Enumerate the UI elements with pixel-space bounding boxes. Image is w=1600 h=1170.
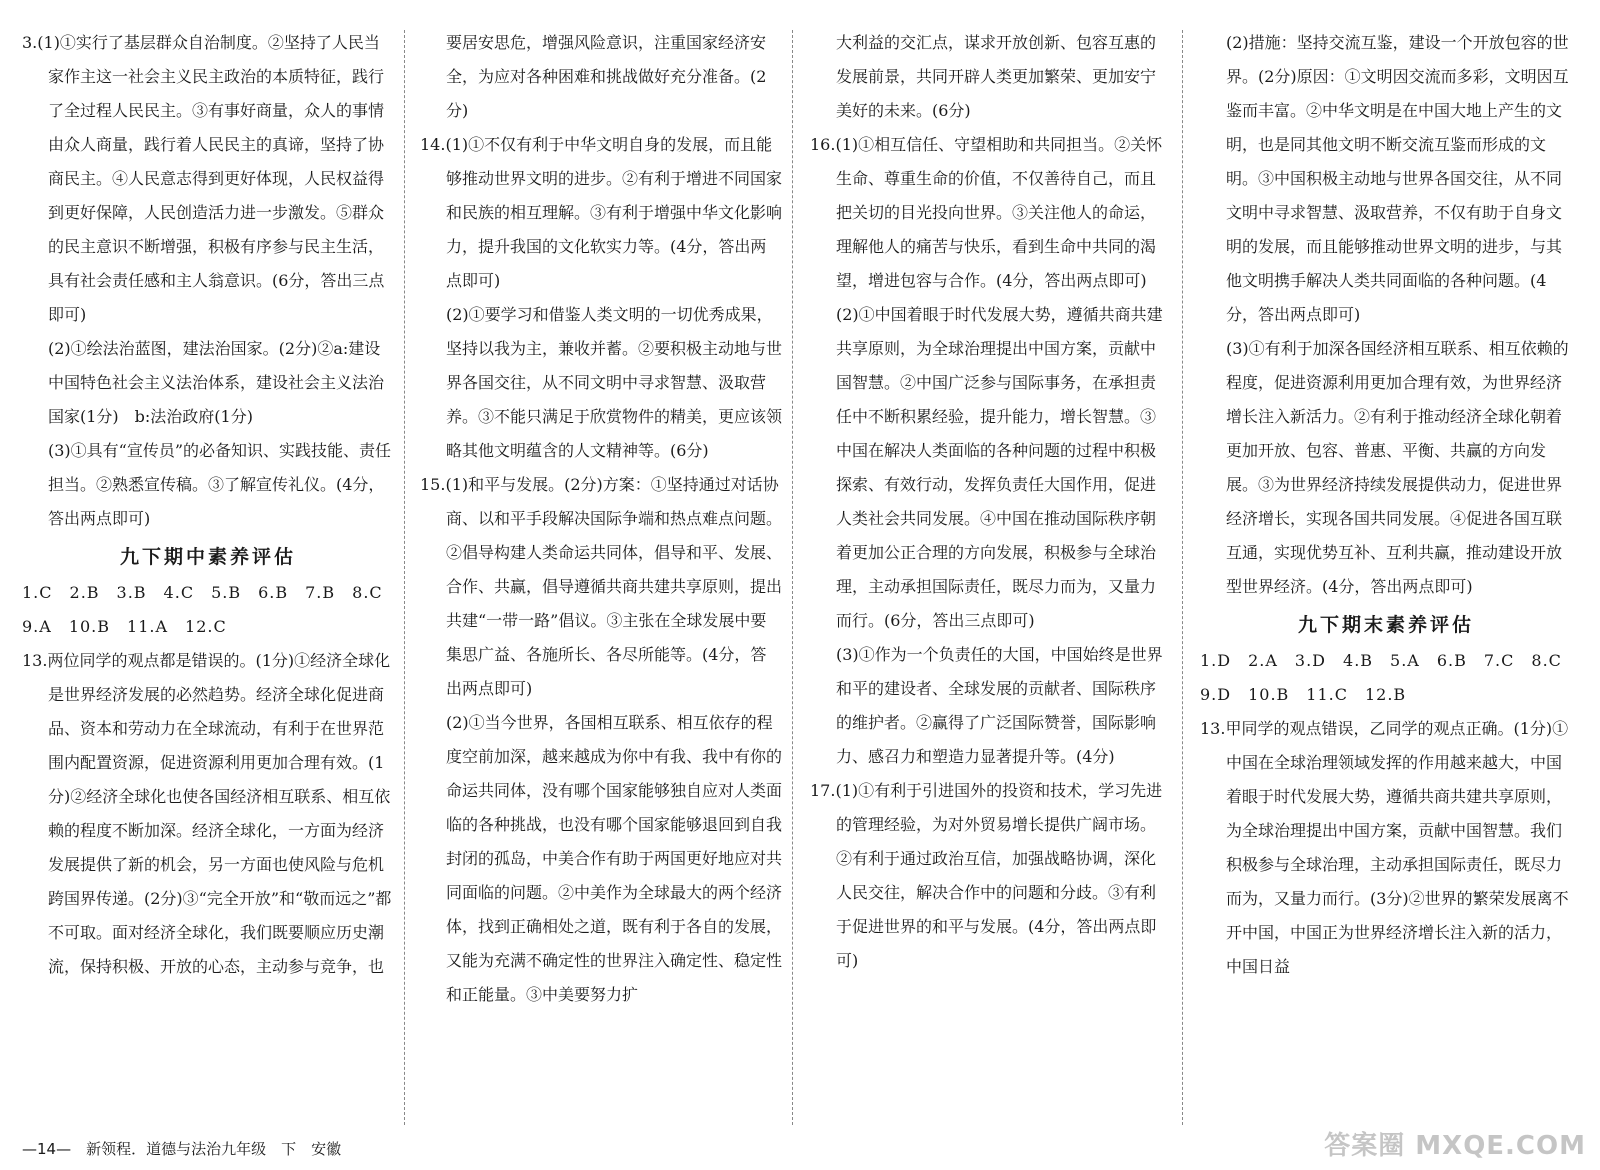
choice-answers-row1: 1.C 2.B 3.B 4.C 5.B 6.B 7.B 8.C — [22, 583, 383, 602]
column-divider — [1182, 30, 1183, 1125]
answer-q13: 13.两位同学的观点都是错误的。(1分)①经济全球化是世界经济发展的必然趋势。经济全球化促进商品、资本和劳动力在全球流动，有利于在世界范围内配置资源，促进资源利用更加合理有效。(1分)②经济全球化也使各国经济相互联系、相互依赖的程度不断加深。经济全球化，一方面为经济发展提供了新的机会，另一方面也使风险与危机跨国界传递。(2分)③“完全开放”和“敬而远之”都不可取。面对经济全球化，我们既要顺应历史潮流，保持积极、开放的心态，主动参与竞争，也 — [22, 651, 392, 976]
column-3 — [810, 26, 1170, 1126]
answer-q17-part1: 17.(1)①有利于引进国外的投资和技术，学习先进的管理经验，为对外贸易增长提供广阔市场。②有利于通过政治互信，加强战略协调，深化人民交往，解决合作中的问题和分歧。③有利于促进世界的和平与发展。(4分，答出两点即可) — [810, 781, 1163, 970]
answer-q14-part2: (2)①要学习和借鉴人类文明的一切优秀成果，坚持以我为主，兼收并蓄。②要积极主动地与世界各国交往，从不同文明中寻求智慧、汲取营养。③不能只满足于欣赏物件的精美，更应该领略其他文明蕴含的人文精神等。(6分) — [446, 305, 782, 460]
answer-q3-part2: (2)①绘法治蓝图，建法治国家。(2分)②a:建设中国特色社会主义法治体系，建设社会主义法治国家(1分) b:法治政府(1分) — [48, 339, 385, 426]
answer-q16-part1: 16.(1)①相互信任、守望相助和共同担当。②关怀生命、尊重生命的价值，不仅善待自己，而且把关切的目光投向世界。③关注他人的命运，理解他人的痛苦与快乐，看到生命中共同的渴望，增进包容与合作。(4分，答出两点即可) — [810, 135, 1163, 290]
choice-answers-row2: 9.D 10.B 11.C 12.B — [1200, 685, 1407, 704]
page-footer: —14— 新领程．道德与法治九年级 下 安徽 — [22, 1140, 342, 1158]
choice-answers-row1: 1.D 2.A 3.D 4.B 5.A 6.B 7.C 8.C — [1200, 651, 1562, 670]
answer-q17-part2: (2)措施：坚持交流互鉴，建设一个开放包容的世界。(2分)原因：①文明因交流而多彩，文明因互鉴而丰富。②中华文明是在中国大地上产生的文明，也是同其他文明不断交流互鉴而形成的文明。③中国积极主动地与世界各国交往，从不同文明中寻求智慧、汲取营养，不仅有助于自身文明的发展，而且能够推动世界文明的进步，与其他文明携手解决人类共同面临的各种问题。(4分，答出两点即可) — [1226, 33, 1569, 324]
answer-q14-part1: 14.(1)①不仅有利于中华文明自身的发展，而且能够推动世界文明的进步。②有利于增进不同国家和民族的相互理解。③有利于增强中华文化影响力，提升我国的文化软实力等。(4分，答出两点即可) — [420, 135, 782, 290]
choice-answers-row2: 9.A 10.B 11.A 12.C — [22, 617, 227, 636]
column-2 — [420, 26, 782, 1126]
answer-q13-final: 13.甲同学的观点错误，乙同学的观点正确。(1分)①中国在全球治理领域发挥的作用越来越大，中国着眼于时代发展大势，遵循共商共建共享原则，为全球治理提出中国方案，贡献中国智慧。我们积极参与全球治理，主动承担国际责任，既尽力而为，又量力而行。(3分)②世界的繁荣发展离不开中国，中国正为世界经济增长注入新的活力，中国日益 — [1200, 719, 1569, 976]
answer-q15-part1: 15.(1)和平与发展。(2分)方案：①坚持通过对话协商、以和平手段解决国际争端和热点难点问题。②倡导构建人类命运共同体，倡导和平、发展、合作、共赢，倡导遵循共商共建共享原则，提出共建“一带一路”倡议。③主张在全球发展中要集思广益、各施所长、各尽所能等。(4分，答出两点即可) — [420, 475, 782, 698]
column-1 — [22, 26, 394, 1126]
column-divider — [792, 30, 793, 1125]
column-divider — [404, 30, 405, 1125]
answer-q16-part3: (3)①作为一个负责任的大国，中国始终是世界和平的建设者、全球发展的贡献者、国际秩序的维护者。②赢得了广泛国际赞誉，国际影响力、感召力和塑造力显著提升等。(4分) — [836, 645, 1163, 766]
column-4 — [1200, 26, 1572, 1126]
answer-q15-part2: (2)①当今世界，各国相互联系、相互依存的程度空前加深，越来越成为你中有我、我中有你的命运共同体，没有哪个国家能够独自应对人类面临的各种挑战，也没有哪个国家能够退回到自我封闭的孤岛，中美合作有助于两国更好地应对共同面临的问题。②中美作为全球最大的两个经济体，找到正确相处之道，既有利于各自的发展，又能为充满不确定性的世界注入确定性、稳定性和正能量。③中美要努力扩 — [446, 713, 782, 1004]
section-title-final: 九下期末素养评估 — [1297, 614, 1474, 636]
answer-q3-part1: 3.(1)①实行了基层群众自治制度。②坚持了人民当家作主这一社会主义民主政治的本质特征，践行了全过程人民民主。③有事好商量，众人的事情由众人商量，践行着人民民主的真谛，坚持了协商民主。④人民意志得到更好体现，人民权益得到更好保障，人民创造活力进一步激发。⑤群众的民主意识不断增强，积极有序参与民主生活，具有社会责任感和主人翁意识。(6分，答出三点即可) — [22, 33, 385, 324]
answer-q16-part2: (2)①中国着眼于时代发展大势，遵循共商共建共享原则，为全球治理提出中国方案，贡献中国智慧。②中国广泛参与国际事务，在承担责任中不断积累经验，提升能力，增长智慧。③中国在解决人类面临的各种问题的过程中积极探索、有效行动，发挥负责任大国作用，促进人类社会共同发展。④中国在推动国际秩序朝着更加公正合理的方向发展，积极参与全球治理，主动承担国际责任，既尽力而为，又量力而行。(6分，答出三点即可) — [836, 305, 1163, 630]
answer-q13-continued: 要居安思危，增强风险意识，注重国家经济安全，为应对各种困难和挑战做好充分准备。(2分) — [446, 33, 767, 120]
watermark-logo: 答案圈 MXQE.COM — [1324, 1131, 1586, 1161]
answer-q3-part3: (3)①具有“宣传员”的必备知识、实践技能、责任担当。②熟悉宣传稿。③了解宣传礼仪。(4分，答出两点即可) — [48, 441, 392, 528]
answer-q15-continued: 大利益的交汇点，谋求开放创新、包容互惠的发展前景，共同开辟人类更加繁荣、更加安宁美好的未来。(6分) — [836, 33, 1157, 120]
section-title-midterm: 九下期中素养评估 — [119, 546, 296, 568]
answer-q17-part3: (3)①有利于加深各国经济相互联系、相互依赖的程度，促进资源利用更加合理有效，为世界经济增长注入新活力。②有利于推动经济全球化朝着更加开放、包容、普惠、平衡、共赢的方向发展。③为世界经济持续发展提供动力，促进世界经济增长，实现各国共同发展。④促进各国互联互通，实现优势互补、互利共赢，推动建设开放型世界经济。(4分，答出两点即可) — [1226, 339, 1569, 596]
